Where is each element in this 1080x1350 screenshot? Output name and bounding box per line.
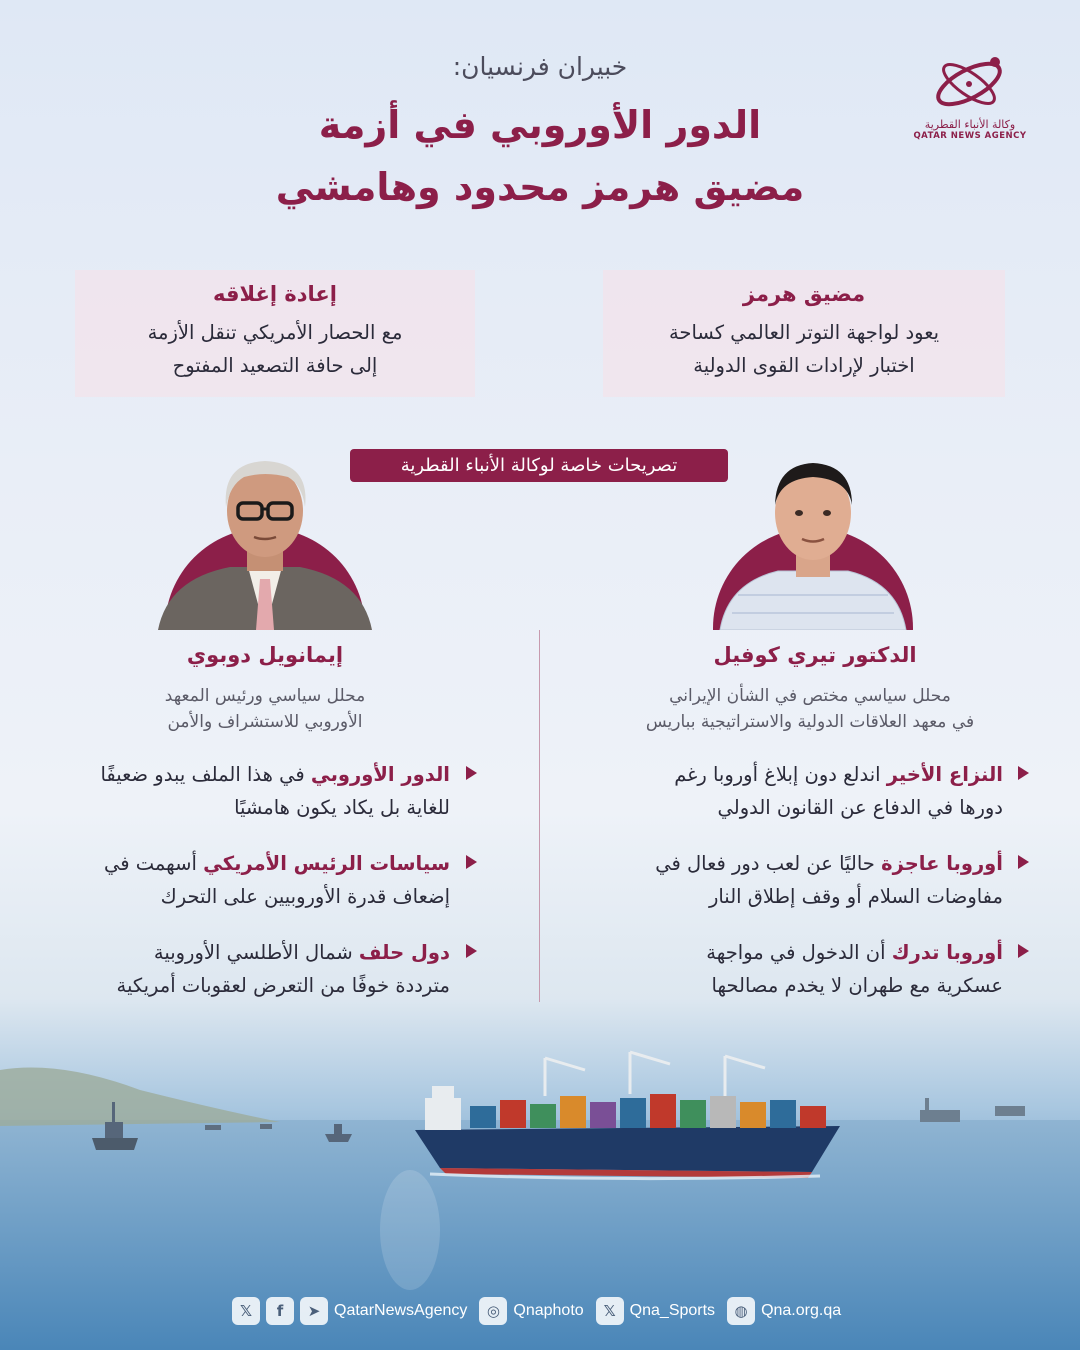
expert-role-left-line2: الأوروبي للاستشراف والأمن	[167, 712, 363, 732]
telegram-icon[interactable]: ➤	[300, 1297, 328, 1325]
avatar-emmanuel-dupuy	[150, 455, 380, 630]
info-box-reclosure	[75, 270, 475, 397]
subtitle: خبيران فرنسيان:	[452, 52, 628, 81]
info-box-heading: إعادة إغلاقه	[213, 282, 337, 306]
handle-qnaphoto[interactable]: Qnaphoto	[513, 1302, 584, 1319]
exclusive-banner: تصريحات خاصة لوكالة الأنباء القطرية	[350, 449, 728, 482]
handle-qna-sports[interactable]: Qna_Sports	[629, 1302, 716, 1319]
info-box-text-line2: اختبار لإرادات القوى الدولية	[693, 354, 915, 377]
page-title-line1: الدور الأوروبي في أزمة	[318, 103, 762, 147]
info-box-hormuz	[603, 270, 1005, 397]
page-title-line2: مضيق هرمز محدود وهامشي	[275, 165, 805, 209]
expert-role-left-line1: محلل سياسي ورئيس المعهد	[164, 686, 366, 706]
agency-name-ar: وكالة الأنباء القطرية	[924, 118, 1016, 131]
info-box-heading: مضيق هرمز	[742, 282, 866, 306]
social-footer	[232, 1294, 847, 1328]
info-box-text-line1: مع الحصار الأمريكي تنقل الأزمة	[147, 321, 403, 344]
expert-name-right: الدكتور تيري كوفيل	[713, 643, 917, 667]
instagram-icon[interactable]: ◎	[479, 1297, 507, 1325]
bullet-triangle-icon	[466, 944, 477, 958]
avatar-thierry-coville	[698, 455, 928, 630]
expert-name-left: إيمانويل دوبوي	[186, 643, 344, 667]
bullet-triangle-icon	[1018, 944, 1029, 958]
point-left-2: سياسات الرئيس الأمريكي أسهمت في إضعاف قدرة الأوروبيين على التحرك	[103, 852, 450, 908]
bullet-triangle-icon	[466, 855, 477, 869]
expert-role-right-line2: في معهد العلاقات الدولية والاستراتيجية بباريس	[645, 712, 975, 732]
point-right-3: أوروبا تدرك أن الدخول في مواجهة عسكرية مع طهران لا يخدم مصالحها	[706, 941, 1003, 997]
x-icon[interactable]: 𝕏	[596, 1297, 624, 1325]
bullet-triangle-icon	[466, 766, 477, 780]
info-box-text-line1: يعود لواجهة التوتر العالمي كساحة	[668, 321, 940, 344]
point-right-1: النزاع الأخير اندلع دون إبلاغ أوروبا رغم دورها في الدفاع عن القانون الدولي	[674, 763, 1003, 819]
column-divider	[539, 630, 540, 1002]
point-left-3: دول حلف شمال الأطلسي الأوروبية مترددة خوفًا من التعرض لعقوبات أمريكية	[116, 941, 450, 997]
x-icon[interactable]: 𝕏	[232, 1297, 260, 1325]
bullet-triangle-icon	[1018, 766, 1029, 780]
point-right-2: أوروبا عاجزة حاليًا عن لعب دور فعال في مفاوضات السلام أو وقف إطلاق النار	[655, 852, 1003, 908]
info-box-text-line2: إلى حافة التصعيد المفتوح	[172, 354, 378, 377]
agency-name-en: QATAR NEWS AGENCY	[913, 131, 1027, 141]
point-left-1: الدور الأوروبي في هذا الملف يبدو ضعيفًا للغاية بل يكاد يكون هامشيًا	[100, 763, 450, 819]
website-link[interactable]: Qna.org.qa	[761, 1302, 842, 1319]
globe-icon[interactable]: ◍	[727, 1297, 755, 1325]
facebook-icon[interactable]: f	[266, 1297, 294, 1325]
bullet-triangle-icon	[1018, 855, 1029, 869]
expert-role-right-line1: محلل سياسي مختص في الشأن الإيراني	[669, 686, 951, 706]
handle-qatarnewsagency[interactable]: QatarNewsAgency	[334, 1302, 468, 1319]
